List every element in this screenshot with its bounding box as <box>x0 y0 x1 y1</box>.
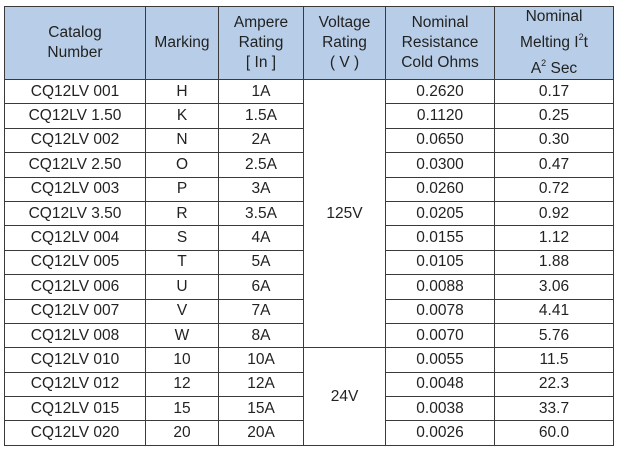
cell-nominal-melting: 1.88 <box>495 250 614 274</box>
cell-nominal-resistance: 0.0260 <box>386 177 495 201</box>
cell-ampere-rating: 6A <box>219 275 304 299</box>
cell-ampere-rating: 4A <box>219 226 304 250</box>
cell-catalog-number: CQ12LV 3.50 <box>5 201 146 225</box>
cell-nominal-melting: 4.41 <box>495 299 614 323</box>
cell-nominal-melting: 11.5 <box>495 348 614 372</box>
cell-catalog-number: CQ12LV 015 <box>5 397 146 421</box>
table-body <box>5 80 614 446</box>
cell-ampere-rating: 20A <box>219 421 304 445</box>
cell-nominal-resistance: 0.0038 <box>386 397 495 421</box>
cell-ampere-rating: 3.5A <box>219 201 304 225</box>
cell-catalog-number: CQ12LV 1.50 <box>5 104 146 128</box>
cell-nominal-melting: 0.92 <box>495 201 614 225</box>
cell-nominal-resistance: 0.1120 <box>386 104 495 128</box>
cell-nominal-melting: 1.12 <box>495 226 614 250</box>
cell-ampere-rating: 15A <box>219 397 304 421</box>
cell-ampere-rating: 3A <box>219 177 304 201</box>
table-row <box>5 348 614 372</box>
cell-nominal-resistance: 0.0078 <box>386 299 495 323</box>
cell-nominal-melting: 0.72 <box>495 177 614 201</box>
cell-marking: U <box>146 275 219 299</box>
cell-voltage-rating: 24V <box>304 348 386 446</box>
cell-nominal-resistance: 0.0650 <box>386 128 495 152</box>
cell-marking: V <box>146 299 219 323</box>
cell-marking: 20 <box>146 421 219 445</box>
header-catalog-number: Catalog Number <box>5 7 146 80</box>
cell-nominal-melting: 60.0 <box>495 421 614 445</box>
cell-catalog-number: CQ12LV 001 <box>5 80 146 104</box>
cell-marking: 15 <box>146 397 219 421</box>
cell-ampere-rating: 2A <box>219 128 304 152</box>
spec-table-container <box>4 6 613 447</box>
header-marking: Marking <box>146 7 219 80</box>
cell-nominal-resistance: 0.2620 <box>386 80 495 104</box>
cell-marking: P <box>146 177 219 201</box>
cell-nominal-resistance: 0.0155 <box>386 226 495 250</box>
cell-marking: W <box>146 323 219 347</box>
cell-marking: R <box>146 201 219 225</box>
cell-nominal-resistance: 0.0070 <box>386 323 495 347</box>
cell-marking: N <box>146 128 219 152</box>
cell-nominal-melting: 3.06 <box>495 275 614 299</box>
cell-marking: O <box>146 153 219 177</box>
cell-nominal-resistance: 0.0088 <box>386 275 495 299</box>
cell-catalog-number: CQ12LV 007 <box>5 299 146 323</box>
cell-nominal-melting: 5.76 <box>495 323 614 347</box>
header-ampere-rating: Ampere Rating [ In ] <box>219 7 304 80</box>
cell-nominal-resistance: 0.0205 <box>386 201 495 225</box>
cell-catalog-number: CQ12LV 004 <box>5 226 146 250</box>
cell-ampere-rating: 8A <box>219 323 304 347</box>
cell-nominal-melting: 0.25 <box>495 104 614 128</box>
cell-catalog-number: CQ12LV 020 <box>5 421 146 445</box>
header-nominal-melting: Nominal Melting $I^2t$ $A^2$ Sec <box>495 7 614 80</box>
header-row <box>5 7 614 80</box>
cell-marking: K <box>146 104 219 128</box>
cell-marking: T <box>146 250 219 274</box>
cell-nominal-melting: 22.3 <box>495 372 614 396</box>
cell-marking: S <box>146 226 219 250</box>
cell-marking: H <box>146 80 219 104</box>
cell-catalog-number: CQ12LV 012 <box>5 372 146 396</box>
cell-ampere-rating: 12A <box>219 372 304 396</box>
cell-nominal-melting: 0.47 <box>495 153 614 177</box>
cell-marking: 12 <box>146 372 219 396</box>
cell-ampere-rating: 2.5A <box>219 153 304 177</box>
cell-catalog-number: CQ12LV 006 <box>5 275 146 299</box>
cell-catalog-number: CQ12LV 005 <box>5 250 146 274</box>
cell-nominal-melting: 33.7 <box>495 397 614 421</box>
cell-catalog-number: CQ12LV 002 <box>5 128 146 152</box>
cell-ampere-rating: 5A <box>219 250 304 274</box>
cell-voltage-rating: 125V <box>304 80 386 348</box>
cell-ampere-rating: 7A <box>219 299 304 323</box>
cell-nominal-resistance: 0.0026 <box>386 421 495 445</box>
cell-catalog-number: CQ12LV 003 <box>5 177 146 201</box>
cell-nominal-melting: 0.30 <box>495 128 614 152</box>
cell-marking: 10 <box>146 348 219 372</box>
cell-nominal-resistance: 0.0105 <box>386 250 495 274</box>
header-nominal-resistance: Nominal Resistance Cold Ohms <box>386 7 495 80</box>
cell-nominal-resistance: 0.0048 <box>386 372 495 396</box>
cell-nominal-resistance: 0.0055 <box>386 348 495 372</box>
cell-catalog-number: CQ12LV 2.50 <box>5 153 146 177</box>
cell-catalog-number: CQ12LV 008 <box>5 323 146 347</box>
table-row <box>5 80 614 104</box>
cell-catalog-number: CQ12LV 010 <box>5 348 146 372</box>
cell-ampere-rating: 1.5A <box>219 104 304 128</box>
cell-nominal-melting: 0.17 <box>495 80 614 104</box>
fuse-spec-table <box>4 6 614 446</box>
cell-nominal-resistance: 0.0300 <box>386 153 495 177</box>
header-voltage-rating: Voltage Rating ( V ) <box>304 7 386 80</box>
cell-ampere-rating: 10A <box>219 348 304 372</box>
cell-ampere-rating: 1A <box>219 80 304 104</box>
